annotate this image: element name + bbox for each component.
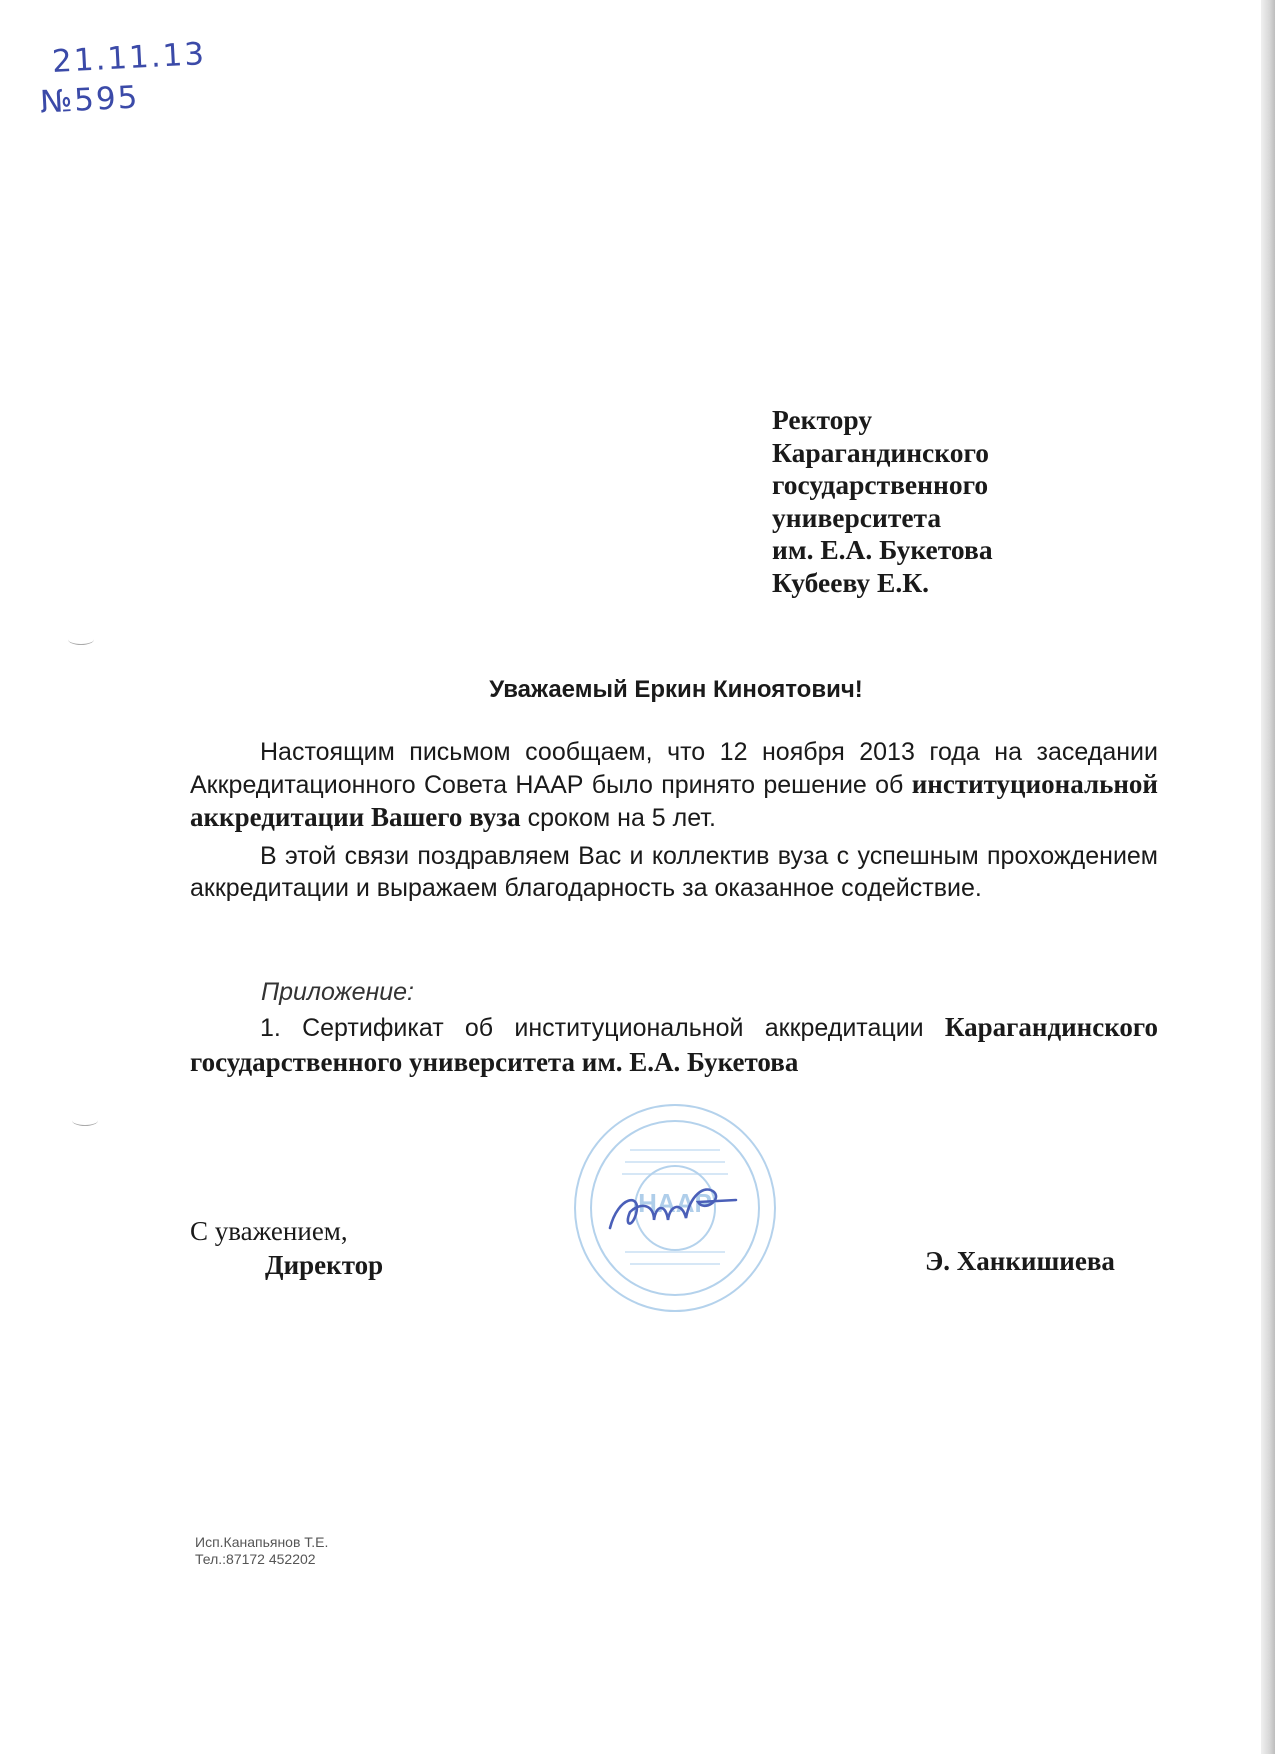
paragraph-1 xyxy=(190,736,1158,834)
organization-stamp xyxy=(570,1100,780,1315)
addressee-block xyxy=(772,404,993,599)
addressee-line: университета xyxy=(772,501,942,533)
signer-name: Э. Ханкишиева xyxy=(925,1246,1115,1276)
addressee-line: им. Е.А. Букетова xyxy=(772,534,993,565)
addressee-line: государственного xyxy=(772,469,989,500)
addressee-line: Кубееву Е.К. xyxy=(772,566,930,598)
handwritten-date: 21.11.13 xyxy=(51,35,207,81)
paragraph-1-text-end: сроком на 5 лет. xyxy=(520,804,716,832)
letter-body xyxy=(190,736,1158,904)
appendix-item-bold: Карагандинского государственного университета им. Е.А. Букетова xyxy=(190,1012,1158,1077)
paragraph-1-bold: институциональной аккредитации Вашего вуза xyxy=(190,769,1158,832)
signer-position: Директор xyxy=(265,1250,384,1280)
handwritten-number: №595 xyxy=(39,79,141,121)
executor-name: Исп.Канапьянов Т.Е. xyxy=(195,1534,329,1550)
contact-info xyxy=(195,1534,328,1568)
scan-edge xyxy=(1261,0,1275,1754)
appendix-item xyxy=(190,1010,1158,1080)
appendix-item-text: 1. Сертификат об институциональной аккредитации xyxy=(260,1014,945,1042)
hole-punch-mark xyxy=(68,634,94,645)
paragraph-2: В этой связи поздравляем Вас и коллектив вуза с успешным прохождением аккредитации и выражаем благодарность за оказанное содействие. xyxy=(190,842,1158,902)
addressee-line: Ректору xyxy=(772,404,873,435)
stamp-text: НААР xyxy=(638,1188,712,1218)
paragraph-1-text: Настоящим письмом сообщаем, что 12 ноября 2013 года на заседании Аккредитационного Совета НААР было принято решение об xyxy=(190,738,1158,799)
executor-phone: Тел.:87172 452202 xyxy=(195,1551,316,1567)
addressee-line: Карагандинского xyxy=(772,436,990,468)
greeting: Уважаемый Еркин Киноятович! xyxy=(489,676,863,703)
hole-punch-mark xyxy=(72,1115,98,1126)
appendix-label: Приложение: xyxy=(261,978,414,1006)
closing-phrase: С уважением, xyxy=(190,1216,348,1246)
